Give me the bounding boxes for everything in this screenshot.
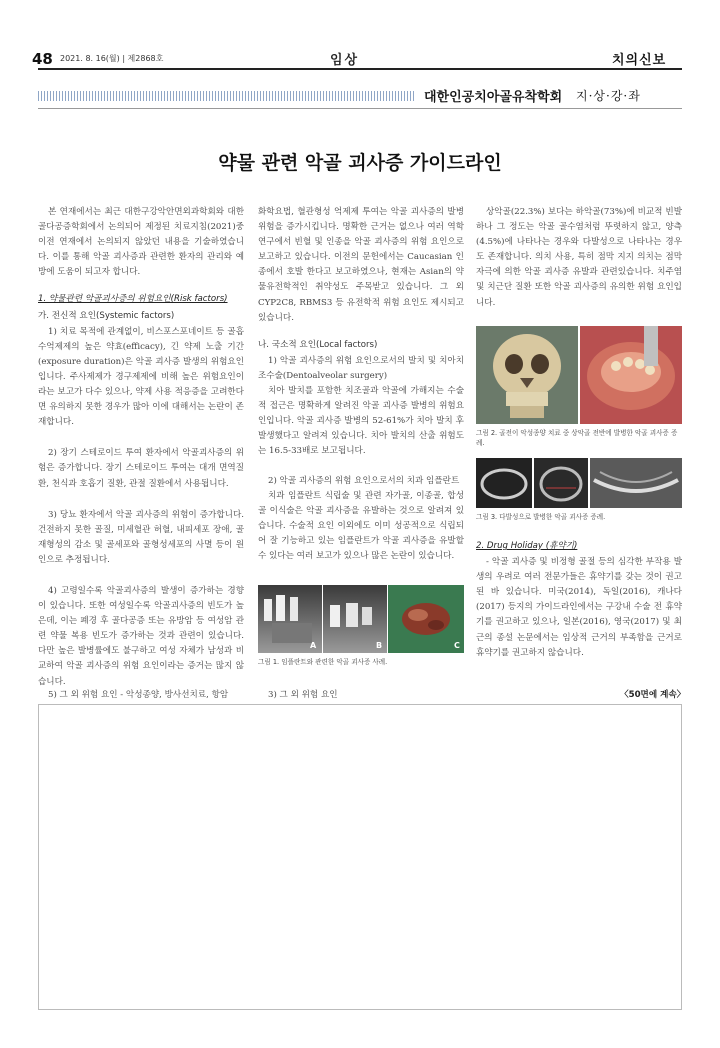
skull-3d-ct-and-oral-photo-icon — [476, 326, 682, 424]
continued-note: 〈50면에 계속〉 — [620, 690, 686, 700]
figure-1 — [258, 585, 464, 653]
advertisement-box — [38, 704, 682, 1010]
figure-2-caption: 그림 2. 골전이 악성종양 치료 중 상악골 전반에 발병한 악골 괴사증 증례. — [476, 429, 678, 447]
issue-info: 2021. 8. 16(월) | 제2868호 — [60, 54, 164, 63]
figure-2 — [476, 326, 682, 424]
article-title: 약물 관련 악골 괴사증 가이드라인 — [218, 152, 502, 174]
page-number: 48 — [32, 50, 53, 68]
header-rule — [38, 68, 682, 70]
section-heading: 2. Drug Holiday (휴약기) — [476, 541, 578, 551]
column-1-last-line: 5) 그 외 위험 요인 - 악성종양, 방사선치료, 항암 — [48, 690, 229, 700]
paragraph: 4) 고령일수록 악골괴사증의 발생이 증가하는 경향이 있습니다. 또한 여성일수록 악골괴사증의 빈도가 높은데, 이는 폐경 후 골다공증 또는 유방암 등 여성암 관련 약물 복용 빈도가 증가하는 것과 관련이 있습니다. 다만 높은 발병률에도 불구하고 여성 자체가 남성과 비교하여 악골 괴사증의 위험 요인이라는 증거는 많지 않습니다. — [38, 585, 244, 687]
figure-3 — [476, 458, 682, 508]
newspaper-name: 치의신보 — [612, 53, 667, 68]
section-name: 임상 — [330, 53, 360, 68]
paragraph: 2) 악골 괴사증의 위험 요인으로서의 치과 임플란트 — [268, 475, 460, 486]
figure-label-a: A — [310, 641, 317, 650]
figure-3-caption: 그림 3. 다발성으로 발병한 악골 괴사증 증례. — [476, 513, 606, 521]
paragraph: 치아 발치를 포함한 치조골과 악골에 가해지는 수술적 접근은 명확하게 알려진 악골 괴사증 발병의 위험요인입니다. 악골 괴사증 발병의 52-61%가 치아 발치 후 발생했다고 알려져 있습니다. 치아 발치의 산출 위험도는 16.5-33배로 보고됩니다. — [258, 386, 464, 457]
sub-heading: 나. 국소적 요인(Local factors) — [258, 339, 378, 350]
figure-label-c: C — [454, 641, 460, 650]
column-3-continued — [476, 539, 682, 669]
figure-1-caption: 그림 1. 임플란트와 관련한 악골 괴사증 사례. — [258, 658, 388, 666]
column-2-last-line: 3) 그 외 위험 요인 — [268, 690, 338, 700]
paragraph: 상악골(22.3%) 보다는 하악골(73%)에 비교적 빈발하나 그 정도는 악골 골수염처럼 뚜렷하지 않고, 양측(4.5%)에 나타나는 경우와 다발성으로 나타나는 경우도 존재합니다. 의치 사용, 특히 점막 지지 의치는 점막자극에 의한 악골 괴사증 유발과 관련있습니다. 치주염 및 치근단 질환 또한 악골 괴사증의 유의한 위험 요인입니다. — [476, 207, 682, 308]
jaw-ct-scans-icon — [476, 458, 682, 508]
decorative-ticks — [38, 91, 416, 101]
column-2 — [258, 205, 464, 572]
paragraph: 화학요법, 혈관형성 억제제 투여는 악골 괴사증의 발병 위험을 증가시킵니다. 명확한 근거는 없으나 여러 역학 연구에서 빈혈 및 인종을 악골 괴사증의 위험 요인으로 보고하고 있습니다. 이전의 문헌에서는 Caucasian 인종에서 호발 한다고 보고하였으나, 현재는 Asian의 약물유전학적인 취약성도 주목받고 있습니다. 그 외 CYP2C8, RBMS3 등 유전학적 위험 요인도 제시되고 있습니다. — [258, 207, 464, 323]
series-name: 지·상·강·좌 — [576, 89, 641, 103]
figure-label-b: B — [376, 641, 383, 650]
paragraph: 치과 임플란트 식립술 및 관련 자가골, 이종골, 합성골 이식술은 악골 괴사증을 유발하는 것으로 알려져 있습니다. 수술적 요인 이외에도 이미 성공적으로 식립되어 잘 기능하고 있는 임플란트가 악골 괴사증을 유발할 수 있다는 여러 보고가 있으나 많은 논란이 있습니다. — [258, 490, 464, 561]
column-1 — [38, 205, 244, 698]
paragraph: 1) 악골 괴사증의 위험 요인으로서의 발치 및 치아치조수술(Dentoalveolar surgery) — [258, 355, 464, 381]
subheader-rule — [38, 108, 682, 109]
paragraph: 본 연재에서는 최근 대한구강악안면외과학회와 대한골다공증학회에서 논의되어 제정된 치료지침(2021)중 이전 연재에서 논의되지 않았던 내용을 기술하였습니다. 이를 통해 악골 괴사증과 관련한 환자의 관리와 예방에 도움이 되고자 합니다. — [38, 207, 244, 278]
paragraph: 3) 당뇨 환자에서 악골 괴사증의 위험이 증가합니다. 건전하지 못한 골질, 미세혈관 허혈, 내피세포 장애, 골재형성의 감소 및 골세포와 골형성세포의 사멸 등이 원인으로 추정됩니다. — [38, 509, 244, 565]
dental-radiograph-photo-icon — [258, 585, 464, 653]
society-name: 대한인공치아골유착학회 — [424, 90, 563, 105]
paragraph: 2) 장기 스테로이드 투여 환자에서 악골괴사증의 위험은 증가합니다. 장기 스테로이드 투여는 대개 면역질환, 천식과 호흡기 질환, 관절 질환에서 사용됩니다. — [38, 448, 244, 489]
section-heading: 1. 약물관련 악골괴사증의 위험요인(Risk factors) — [38, 294, 228, 305]
paragraph: - 악골 괴사증 및 비정형 골절 등의 심각한 부작용 발생의 우려로 여러 전문가들은 휴약기를 갖는 것이 권고된 바 있습니다. 미국(2014), 독일(2016), 캐나다(2017) 등지의 가이드라인에서는 구강내 수술 전 휴약기를 권고하고 있으나, 일본(2016), 영국(2017) 및 최근의 종설 논문에서는 임상적 근거의 부족함을 근거로 휴약기를 권고하지 않습니다. — [476, 557, 682, 658]
sub-heading: 가. 전신적 요인(Systemic factors) — [38, 310, 175, 321]
column-3 — [476, 205, 682, 319]
paragraph: 1) 치료 목적에 관계없이, 비스포스포네이트 등 골흡수억제제의 높은 약효(efficacy), 긴 약제 노출 기간(exposure duration)은 악골 괴사증 발생의 위험요인입니다. 주사제제가 경구제제에 비해 높은 위험요인이라는 보고가 다수 있으나, 약제 사용 적응증을 고려한다면 유의하지 못한 경우가 많아 이에 대해서는 논란이 존재합니다. — [38, 326, 244, 428]
